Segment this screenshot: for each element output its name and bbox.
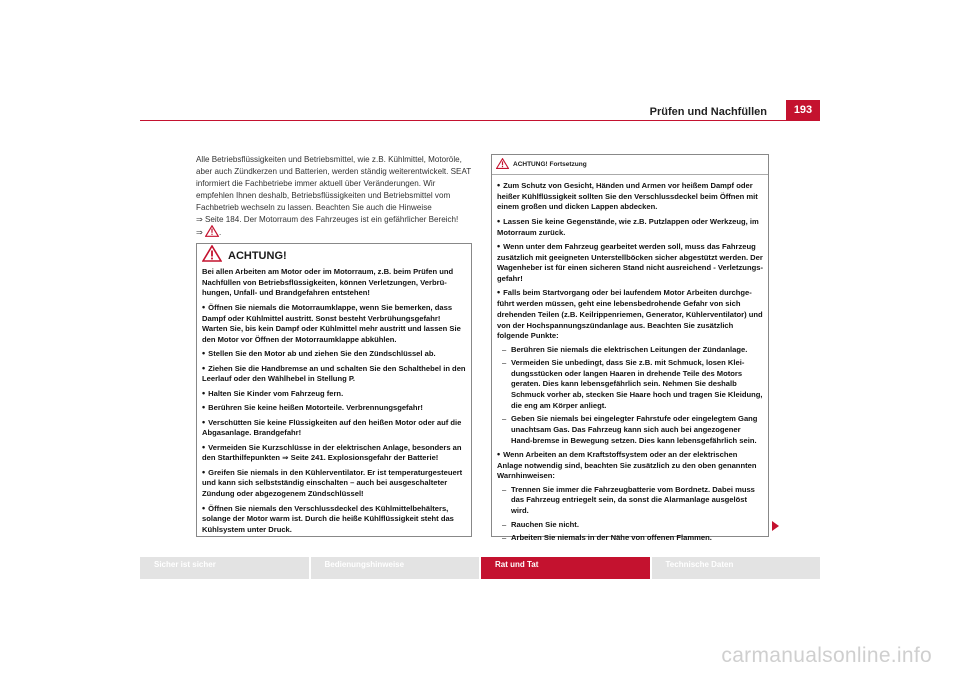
- warning-dash-item: – Vermeiden Sie unbedingt, dass Sie z.B. mit Schmuck, losen Klei-dungsstücken oder langen Haaren in drehende Teile des Motors geraten. Dies kann lebensgefährlich sein. Nehmen Sie deshalb Schmuck vorher ab, stecken Sie Haare hoch und tragen Sie Kleidung, die eng am Körper anliegt.: [497, 358, 764, 412]
- warning-box-content: [492, 175, 768, 544]
- intro-paragraph: [196, 154, 472, 241]
- warning-bullet: • Wenn unter dem Fahrzeug gearbeitet werden soll, muss das Fahrzeug zusätzlich mit geeigneten Unterstellböcken sicher abgestützt werden. Der Wagenheber ist für einen sicheren Stand nicht ausreichend - Verletzungs-gefahr!: [497, 241, 764, 285]
- footer-tab-sicher[interactable]: Sicher ist sicher: [140, 557, 309, 579]
- intro-end: .: [219, 228, 222, 238]
- warning-intro: Bei allen Arbeiten am Motor oder im Motorraum, z.B. beim Prüfen und Nachfüllen von Betriebsflüssigkeiten, können Verletzungen, Verbrü-hungen, Unfall- und Brandgefahren entstehen!: [202, 267, 454, 298]
- warning-bullet: • Öffnen Sie niemals den Verschlussdeckel des Kühlmittelbehälters, solange der Motor warm ist. Durch die heiße Kühlflüssigkeit steht das Kühlsystem unter Druck.: [202, 503, 467, 536]
- footer-nav: [140, 557, 820, 579]
- intro-text: Alle Betriebsflüssigkeiten und Betriebsmittel, wie z.B. Kühlmittel, Motoröle, aber auch Zündkerzen und Batterien, werden ständig weiterentwickelt. SEAT informiert die Fachbetriebe immer aktuell über Veränderungen. Wir empfehlen Ihnen deshalb, Betriebsflüssigkeiten und Betriebsmittel vom Fachbetrieb wechseln zu lassen. Beachten Sie auch die Hinweise: [196, 155, 472, 212]
- continue-arrow-icon: [772, 521, 779, 531]
- warning-box-header: [197, 244, 471, 267]
- warning-box-title: ACHTUNG! Fortsetzung: [513, 161, 587, 168]
- warning-bullet: • Greifen Sie niemals in den Kühlerventilator. Er ist temperaturgesteuert und kann sich selbstständig einschalten – auch bei ausgeschalteter Zündung oder abgezogenem Zündschlüssel!: [202, 467, 467, 500]
- warning-triangle-icon: [202, 245, 222, 267]
- warning-bullet: • Stellen Sie den Motor ab und ziehen Sie den Zündschlüssel ab.: [202, 348, 467, 360]
- footer-tab-bedienung[interactable]: Bedienungshinweise: [311, 557, 480, 579]
- warning-dash-item: – Geben Sie niemals bei eingelegter Fahrstufe oder eingelegtem Gang unachtsam Gas. Das Fahrzeug kann sich auch bei angezogener Hand-bremse in Bewegung setzen. Dies kann lebensgefährlich sein.: [497, 414, 764, 446]
- warning-dash-item: – Rauchen Sie nicht.: [497, 520, 764, 531]
- watermark: carmanualsonline.info: [721, 644, 932, 667]
- warning-bullet: • Ziehen Sie die Handbremse an und schalten Sie den Schalthebel in den Leerlauf oder den Wählhebel in Stellung P.: [202, 363, 467, 385]
- warning-box-content: [197, 267, 471, 536]
- footer-tab-rat-und-tat[interactable]: Rat und Tat: [481, 557, 650, 579]
- page-header-title: Prüfen und Nachfüllen: [649, 106, 767, 118]
- footer-tab-technische-daten[interactable]: Technische Daten: [652, 557, 821, 579]
- warning-bullet: • Wenn Arbeiten an dem Kraftstoffsystem oder an der elektrischen Anlage notwendig sind, beachten Sie zusätzlich zu den oben genannten Warnhinweisen:: [497, 449, 764, 482]
- warning-box-title: ACHTUNG!: [228, 249, 287, 262]
- header-rule: [140, 120, 820, 121]
- warning-bullet: • Verschütten Sie keine Flüssigkeiten auf den heißen Motor oder auf die Abgasanlage. Brandgefahr!: [202, 417, 467, 439]
- warning-bullet: • Falls beim Startvorgang oder bei laufendem Motor Arbeiten durchge-führt werden müssen, geht eine lebensbedrohende Gefahr von sich drehenden Teilen (z.B. Keilrippenriemen, Generator, Kühlerventilator) und von der Hochspannungszündanlage aus. Beachten Sie zusätzlich folgende Punkte:: [497, 287, 764, 342]
- warning-dash-item: – Berühren Sie niemals die elektrischen Leitungen der Zündanlage.: [497, 345, 764, 356]
- warning-box-left: [196, 243, 472, 537]
- intro-ref[interactable]: ⇒ Seite 184. Der Motorraum des Fahrzeuges ist ein gefährlicher Bereich!: [196, 214, 459, 224]
- warning-box-right: [491, 154, 769, 542]
- warning-bullet: • Halten Sie Kinder vom Fahrzeug fern.: [202, 388, 467, 400]
- intro-arrow: ⇒: [196, 228, 203, 238]
- warning-bullet: • Berühren Sie keine heißen Motorteile. Verbrennungsgefahr!: [202, 402, 467, 414]
- warning-bullet: • Vermeiden Sie Kurzschlüsse in der elektrischen Anlage, besonders an den Starthilfepunkten ⇒ Seite 241. Explosionsgefahr der Batterie!: [202, 442, 467, 464]
- page-number: 193: [786, 100, 820, 120]
- warning-triangle-icon: [496, 156, 509, 174]
- warning-box-header: [492, 155, 768, 175]
- warning-bullet: • Zum Schutz von Gesicht, Händen und Armen vor heißem Dampf oder heißer Kühlflüssigkeit sollten Sie den Verschlussdeckel beim Öffnen mit einem großen und dicken Lappen abdecken.: [497, 180, 764, 213]
- warning-bullet: • Öffnen Sie niemals die Motorraumklappe, wenn Sie bemerken, dass Dampf oder Kühlmittel austritt. Sonst besteht Verbrühungsgefahr! Warten Sie, bis kein Dampf oder Kühlmittel mehr austritt und lassen Sie den Motor vor Öffnen der Motorraumklappe abkühlen.: [202, 302, 467, 346]
- warning-dash-item: – Trennen Sie immer die Fahrzeugbatterie vom Bordnetz. Dabei muss das Fahrzeug entriegelt sein, da sonst die Alarmanlage ausgelöst wird.: [497, 485, 764, 517]
- warning-dash-item: – Arbeiten Sie niemals in der Nähe von offenen Flammen.: [497, 533, 764, 544]
- warning-triangle-icon: [205, 225, 222, 241]
- warning-bullet: • Lassen Sie keine Gegenstände, wie z.B. Putzlappen oder Werkzeug, im Motorraum zurück.: [497, 216, 764, 238]
